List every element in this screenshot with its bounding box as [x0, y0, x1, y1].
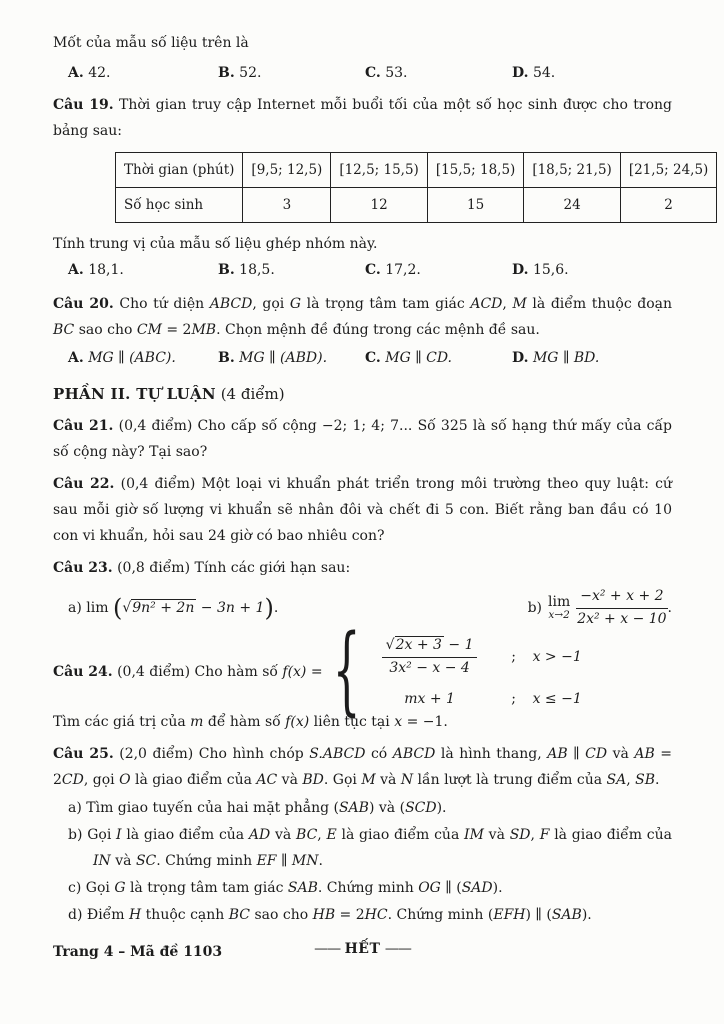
- page-number: Trang 4 – Mã đề 1103: [53, 944, 223, 960]
- count-cell: 24: [524, 188, 621, 223]
- close-paren: ): [264, 594, 274, 622]
- table-header-students: Số học sinh: [116, 188, 243, 223]
- square-root: √9n² + 2n: [122, 600, 195, 616]
- question-25-stem: Câu 25. (2,0 điểm) Cho hình chóp S.ABCD có ABCD là hình thang, AB ∥ CD và AB = 2CD, gọi O là giao điểm của AC và BD. Gọi M và N lần lượt là trung điểm của SA, SB.: [53, 746, 673, 788]
- square-root: √2x + 3: [385, 637, 442, 653]
- question-25-item-c: c) Gọi G là trọng tâm tam giác SAB. Chứng minh OG ∥ (SAD).: [68, 880, 503, 896]
- question-25-item-a: a) Tìm giao tuyến của hai mặt phẳng (SAB) và (SCD).: [68, 800, 447, 816]
- limit-operator: lim x→2: [548, 594, 571, 621]
- piecewise-cases: [365, 637, 582, 707]
- question-22: Câu 22. (0,4 điểm) Một loại vi khuẩn phát triển trong môi trường theo quy luật: cứ sau mỗi giờ số lượng vi khuẩn sẽ nhân đôi và chết đi 5 con. Biết rằng ban đầu có 10 con vi khuẩn, hỏi sau 24 giờ có bao nhiêu con?: [53, 476, 673, 544]
- case-separator: ;: [511, 691, 516, 707]
- question-20-stem: Câu 20. Cho tứ diện ABCD, gọi G là trọng tâm tam giác ACD, M là điểm thuộc đoạn BC sao cho CM = 2MB. Chọn mệnh đề đúng trong các mệnh đề sau.: [53, 296, 673, 338]
- question-21: Câu 21. (0,4 điểm) Cho cấp số cộng −2; 1; 4; 7... Số 325 là số hạng thứ mấy của cấp số cộng này? Tại sao?: [53, 418, 673, 460]
- option-b: B. MG ∥ (ABD).: [218, 350, 328, 366]
- question-19-prompt: Tính trung vị của mẫu số liệu ghép nhóm này.: [53, 236, 378, 252]
- question-23-intro: Câu 23. (0,8 điểm) Tính các giới hạn sau:: [53, 560, 351, 576]
- count-cell: 12: [331, 188, 428, 223]
- question-number: Câu 24.: [53, 664, 113, 680]
- option-d: D. 54.: [512, 65, 556, 81]
- case-2-expression: mx + 1: [404, 691, 455, 707]
- question-number: Câu 20.: [53, 296, 114, 312]
- case-1-expression: [365, 637, 495, 677]
- option-b: B. 18,5.: [218, 262, 275, 278]
- count-cell: 15: [427, 188, 524, 223]
- question-19-stem: Câu 19. Thời gian truy cập Internet mỗi buổi tối của một số học sinh được cho trong bảng sau:: [53, 97, 673, 139]
- question-number: Câu 22.: [53, 476, 115, 492]
- question-number: Câu 19.: [53, 97, 114, 113]
- question-19-options: [53, 257, 672, 283]
- question-number: Câu 23.: [53, 560, 113, 576]
- option-c: C. MG ∥ CD.: [365, 350, 453, 366]
- question-25-item-d: d) Điểm H thuộc cạnh BC sao cho HB = 2HC. Chứng minh (EFH) ∥ (SAB).: [68, 907, 592, 923]
- left-brace: {: [332, 614, 361, 727]
- part-2-heading: PHẦN II. TỰ LUẬN (4 điểm): [53, 385, 285, 403]
- interval-cell: [21,5; 24,5): [620, 153, 717, 188]
- limit-expression-a: a) lim (√9n² + 2n − 3n + 1).: [68, 594, 279, 622]
- option-d: D. 15,6.: [512, 262, 569, 278]
- table-row-intervals: [116, 153, 717, 188]
- question-25-item-b: b) Gọi I là giao điểm của AD và BC, E là giao điểm của IM và SD, F là giao điểm của IN và SC. Chứng minh EF ∥ MN.: [68, 827, 673, 869]
- option-d: D. MG ∥ BD.: [512, 350, 600, 366]
- open-paren: (: [112, 594, 123, 622]
- option-a: A. 42.: [68, 65, 111, 81]
- count-cell: 2: [620, 188, 717, 223]
- limit-expression-b: b) lim x→2 $\frac{\text{−x² + x + 2}}{\text{2x² + x − 10}}$ .: [527, 588, 672, 627]
- table-row-counts: [116, 188, 717, 223]
- count-cell: 3: [243, 188, 331, 223]
- interval-cell: [12,5; 15,5): [331, 153, 428, 188]
- interval-cell: [9,5; 12,5): [243, 153, 331, 188]
- interval-cell: [18,5; 21,5): [524, 153, 621, 188]
- case-1-condition: x > −1: [532, 649, 582, 665]
- table-header-time: Thời gian (phút): [116, 153, 243, 188]
- question-18-stem: Mốt của mẫu số liệu trên là: [53, 35, 249, 51]
- end-marker: —— HẾT ——: [314, 941, 411, 957]
- option-b: B. 52.: [218, 65, 262, 81]
- interval-cell: [15,5; 18,5): [427, 153, 524, 188]
- option-c: C. 17,2.: [365, 262, 421, 278]
- frequency-table: [115, 152, 717, 223]
- case-2-condition: x ≤ −1: [532, 691, 582, 707]
- question-number: Câu 25.: [53, 746, 114, 762]
- fraction: $\frac{√2x + 3 - 1}{\text{3x² − x − 4}}$: [382, 637, 478, 677]
- question-24-outro: Tìm các giá trị của m để hàm số f(x) liên tục tại x = −1.: [53, 714, 448, 730]
- question-number: Câu 21.: [53, 418, 114, 434]
- case-separator: ;: [511, 649, 516, 665]
- fraction: $\frac{\text{−x² + x + 2}}{\text{2x² + x − 10}}$: [577, 588, 667, 627]
- option-a: A. MG ∥ (ABC).: [68, 350, 176, 366]
- question-24-lead: Câu 24. (0,4 điểm) Cho hàm số f(x) =: [53, 664, 323, 680]
- option-a: A. 18,1.: [68, 262, 124, 278]
- question-20-options: [53, 345, 672, 371]
- question-18-options: [53, 60, 672, 86]
- question-23-limits: [53, 585, 672, 631]
- option-c: C. 53.: [365, 65, 408, 81]
